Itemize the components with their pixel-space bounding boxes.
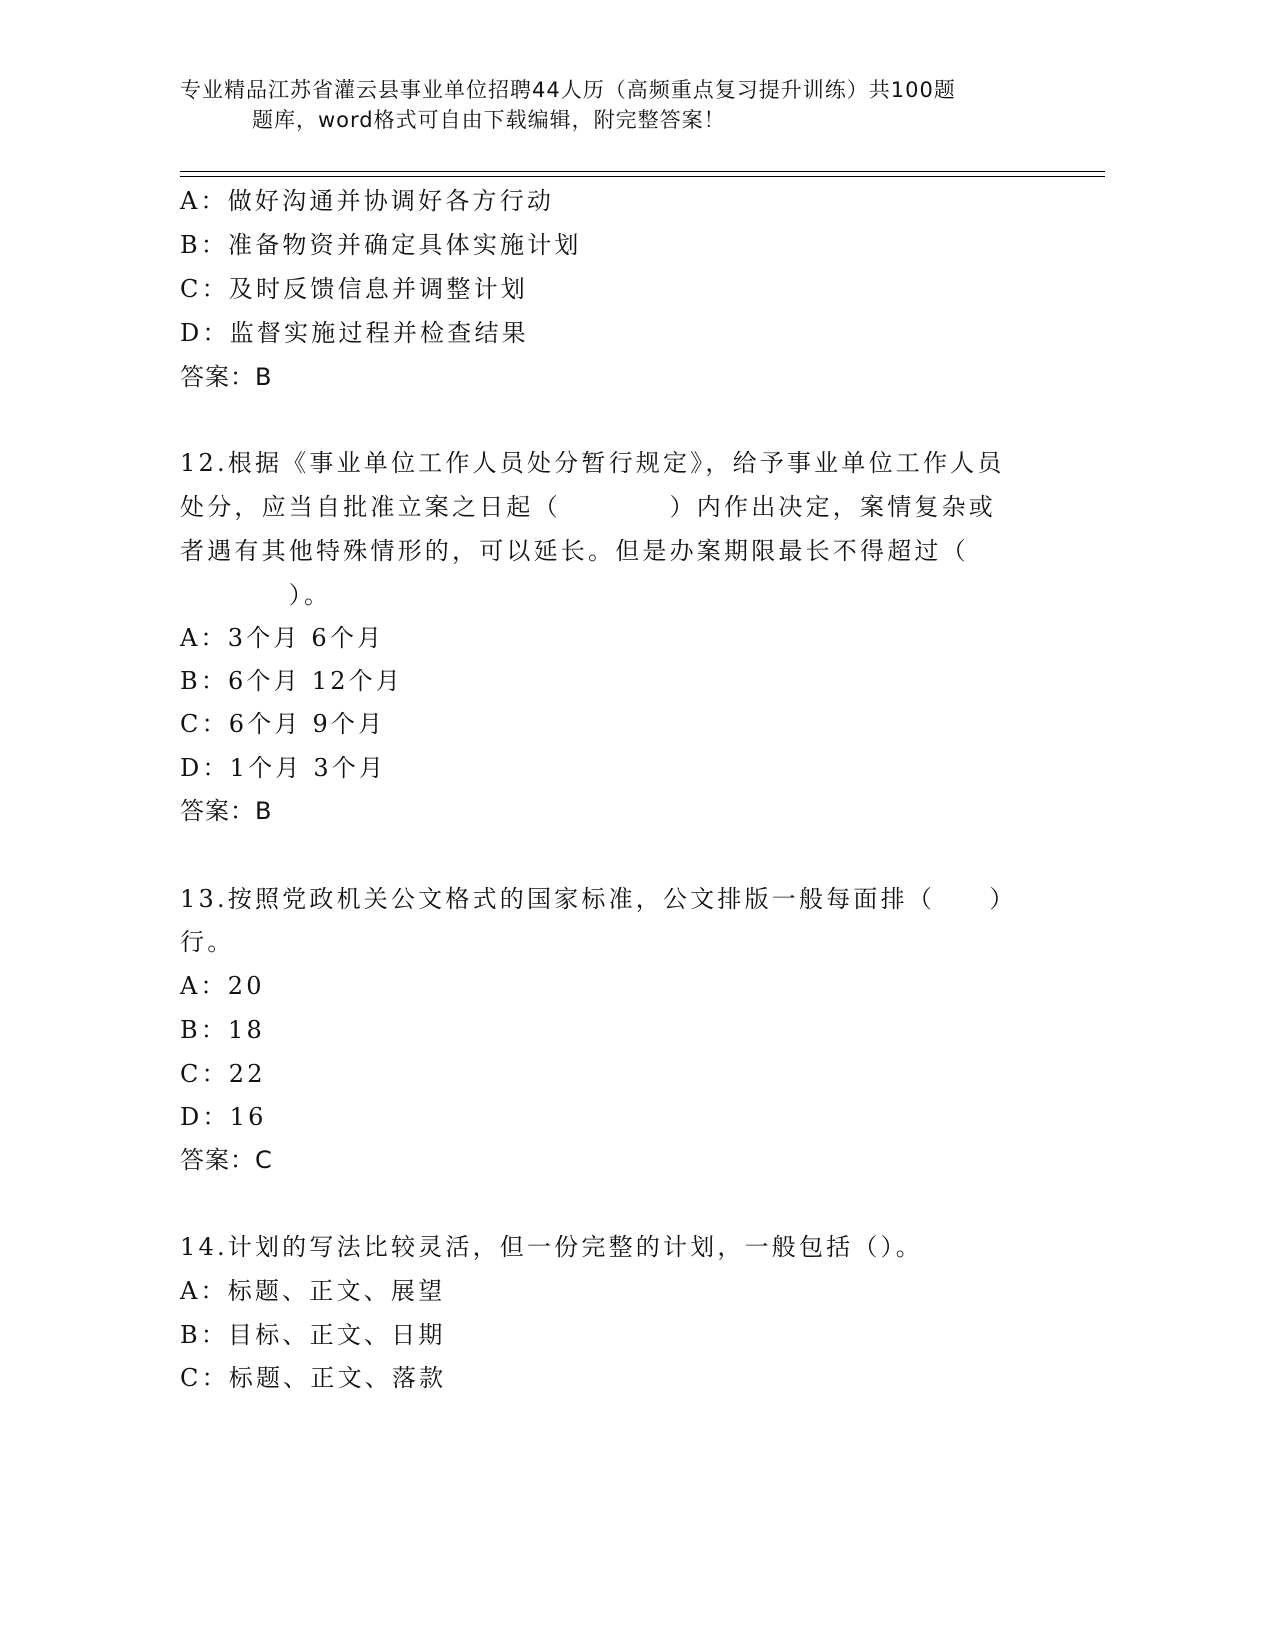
option-line: B：目标、正文、日期 (180, 1321, 446, 1349)
option-line: D：监督实施过程并检查结果 (180, 319, 529, 347)
option-line: C：6个月 9个月 (180, 710, 386, 738)
answer-line: 答案：B (180, 363, 273, 391)
question-line: 14.计划的写法比较灵活，但一份完整的计划，一般包括（）。 (180, 1233, 923, 1261)
answer-line: 答案：C (180, 1146, 273, 1174)
header-rule-top (180, 171, 1105, 172)
option-line: C：22 (180, 1060, 266, 1088)
option-line: B：准备物资并确定具体实施计划 (180, 231, 582, 259)
option-line: B：18 (180, 1016, 265, 1044)
question-line: ）。 (180, 581, 332, 609)
question-line: 处分，应当自批准立案之日起（ ）内作出决定，案情复杂或 (180, 493, 996, 521)
document-title-line1: 专业精品江苏省灌云县事业单位招聘44人历（高频重点复习提升训练）共100题 (180, 78, 956, 102)
header-rule-bottom (180, 176, 1105, 177)
question-line: 12.根据《事业单位工作人员处分暂行规定》，给予事业单位工作人员 (180, 449, 1005, 477)
document-title-line2: 题库，word格式可自由下载编辑，附完整答案！ (252, 108, 726, 132)
option-line: B：6个月 12个月 (180, 667, 404, 695)
option-line: D：16 (180, 1103, 267, 1131)
question-line: 13.按照党政机关公文格式的国家标准，公文排版一般每面排（ ） (180, 885, 1017, 913)
question-line: 者遇有其他特殊情形的，可以延长。但是办案期限最长不得超过（ (180, 537, 969, 565)
option-line: A：3个月 6个月 (180, 624, 385, 652)
option-line: A：做好沟通并协调好各方行动 (180, 187, 555, 215)
option-line: D：1个月 3个月 (180, 754, 387, 782)
answer-line: 答案：B (180, 797, 273, 825)
question-line: 行。 (180, 928, 235, 956)
option-line: A：20 (180, 972, 265, 1000)
option-line: C：及时反馈信息并调整计划 (180, 275, 528, 303)
option-line: C：标题、正文、落款 (180, 1364, 447, 1392)
option-line: A：标题、正文、展望 (180, 1277, 446, 1305)
